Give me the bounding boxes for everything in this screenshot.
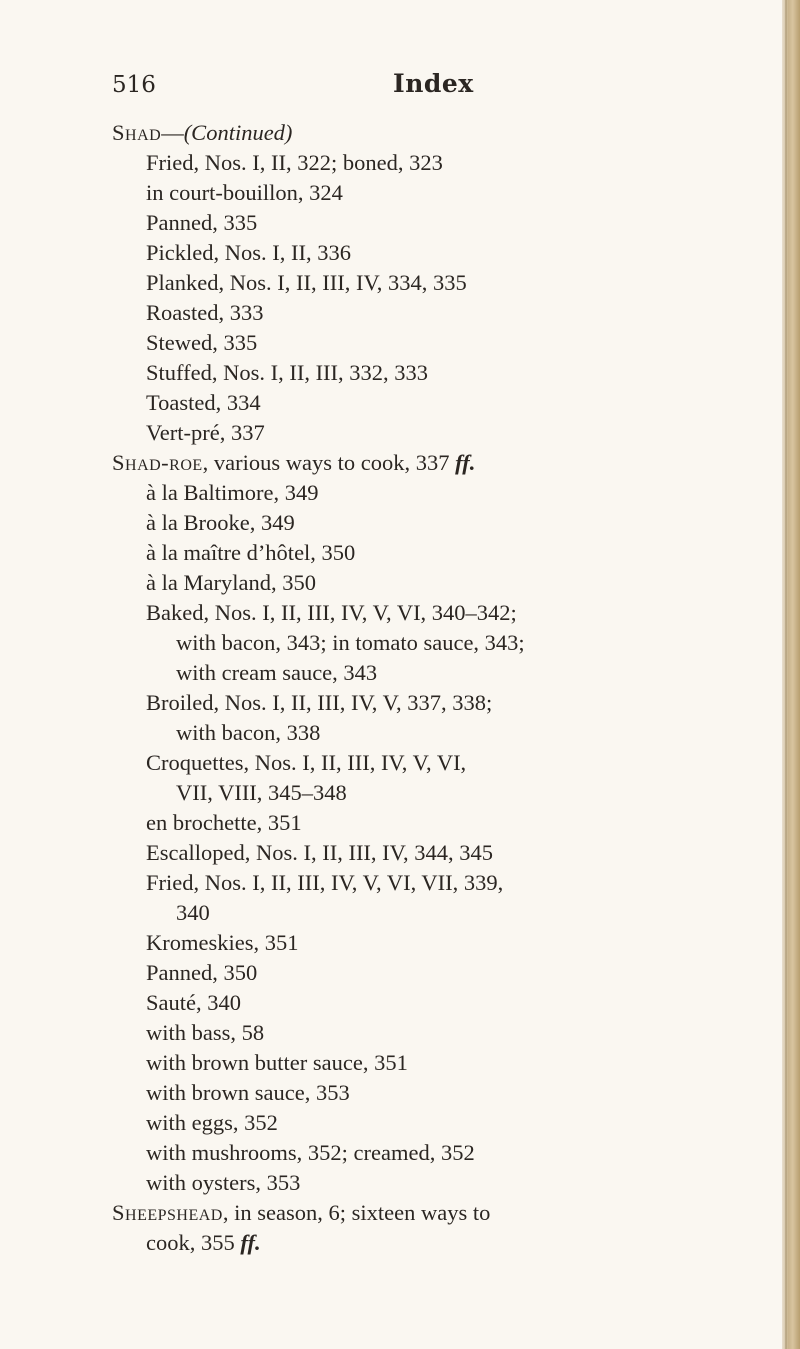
index-subentry: with mushrooms, 352; creamed, 352: [146, 1140, 475, 1165]
index-continuation: with bacon, 338: [176, 720, 321, 745]
index-subentry: with brown sauce, 353: [146, 1080, 350, 1105]
index-subentry: Stuffed, Nos. I, II, III, 332, 333: [146, 360, 429, 385]
index-subentry: Sauté, 340: [146, 990, 241, 1015]
index-subentry: à la maître d’hôtel, 350: [146, 540, 356, 565]
index-subentry: Fried, Nos. I, II, III, IV, V, VI, VII, 339,: [146, 870, 504, 895]
index-subentry: with bass, 58: [146, 1020, 265, 1045]
running-head: Index: [393, 69, 474, 98]
index-continuation: with cream sauce, 343: [176, 660, 378, 685]
page-edge: [782, 0, 800, 1349]
index-subentry: Stewed, 335: [146, 330, 258, 355]
entry-heading: Shad-roe: [112, 450, 203, 475]
index-subentry: Panned, 335: [146, 210, 258, 235]
entry-heading: Sheepshead: [112, 1200, 223, 1225]
index-subentry: Kromeskies, 351: [146, 930, 299, 955]
page-number: 516: [112, 72, 156, 98]
index-subentry: à la Baltimore, 349: [146, 480, 319, 505]
index-subentry: Broiled, Nos. I, II, III, IV, V, 337, 338;: [146, 690, 493, 715]
index-subentry: with oysters, 353: [146, 1170, 301, 1195]
entry-text: , in season, 6; sixteen ways to: [222, 1200, 491, 1225]
index-entries: [0, 118, 760, 1258]
index-subentry: en brochette, 351: [146, 810, 302, 835]
index-heading-shad: [0, 118, 760, 148]
index-subentry: Planked, Nos. I, II, III, IV, 334, 335: [146, 270, 467, 295]
index-subentry: Toasted, 334: [146, 390, 261, 415]
index-heading-shad-roe: [0, 448, 760, 478]
continued-label: (Continued): [183, 120, 293, 145]
index-continuation: 340: [176, 900, 210, 925]
index-subentry: Croquettes, Nos. I, II, III, IV, V, VI,: [146, 750, 467, 775]
index-subentry: Pickled, Nos. I, II, 336: [146, 240, 351, 265]
index-subentry: Baked, Nos. I, II, III, IV, V, VI, 340–342;: [146, 600, 517, 625]
index-continuation: [0, 1228, 760, 1258]
index-continuation: with bacon, 343; in tomato sauce, 343;: [176, 630, 525, 655]
index-subentry: à la Maryland, 350: [146, 570, 316, 595]
index-subentry: Escalloped, Nos. I, II, III, IV, 344, 345: [146, 840, 494, 865]
entry-heading: Shad: [112, 120, 162, 145]
index-continuation: VII, VIII, 345–348: [176, 780, 347, 805]
index-subentry: with brown butter sauce, 351: [146, 1050, 408, 1075]
entry-dash: —: [161, 120, 184, 145]
index-subentry: Fried, Nos. I, II, 322; boned, 323: [146, 150, 443, 175]
index-subentry: Panned, 350: [146, 960, 258, 985]
index-subentry: with eggs, 352: [146, 1110, 278, 1135]
index-subentry: Roasted, 333: [146, 300, 264, 325]
index-subentry: à la Brooke, 349: [146, 510, 295, 535]
entry-text: , various ways to cook, 337: [202, 450, 456, 475]
index-subentry: Vert-pré, 337: [146, 420, 265, 445]
ff-abbreviation: ff.: [455, 450, 476, 475]
index-subentry: in court-bouillon, 324: [146, 180, 343, 205]
ff-abbreviation: ff.: [240, 1230, 261, 1255]
entry-text: cook, 355: [146, 1230, 241, 1255]
index-heading-sheepshead: [0, 1198, 760, 1228]
